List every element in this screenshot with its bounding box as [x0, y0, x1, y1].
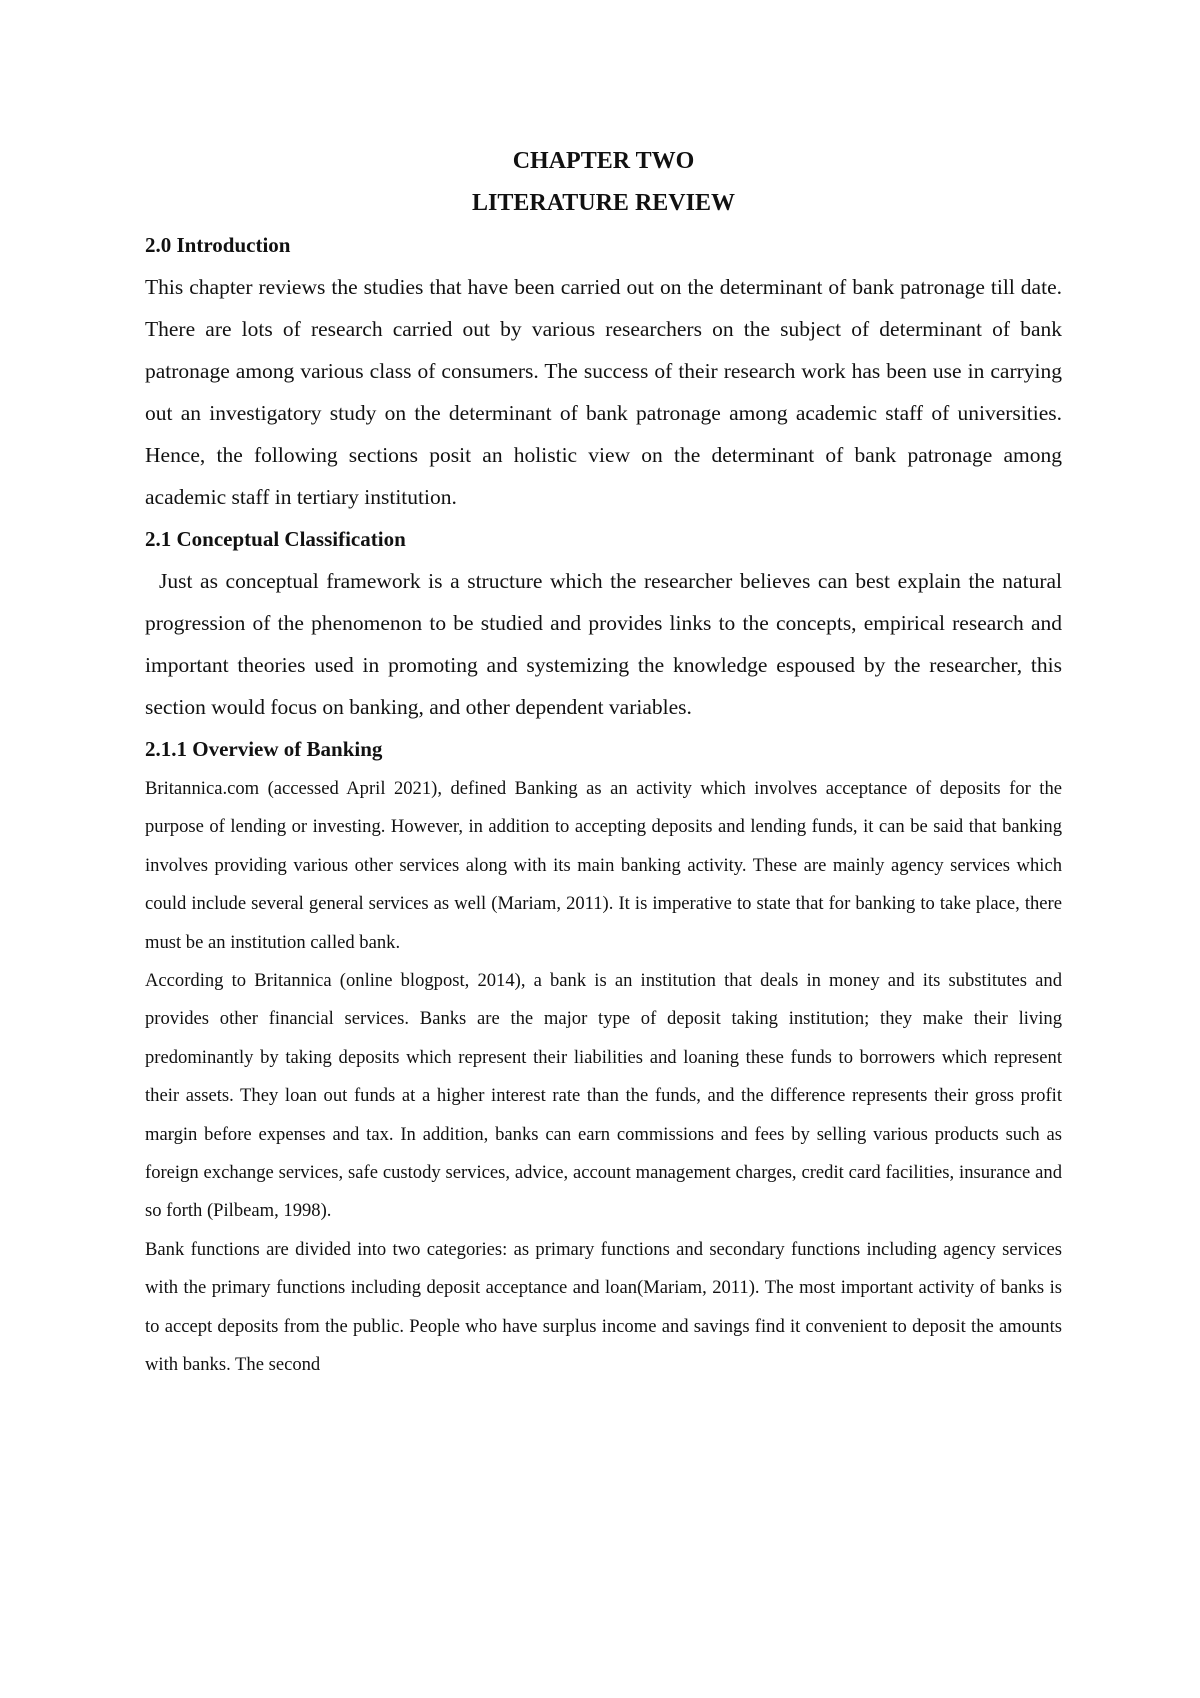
- paragraph: According to Britannica (online blogpost, 2014), a bank is an institution that deals in money and its substitutes and provides other financial services. Banks are the major type of deposit taking institution; they make their living predominantly by taking deposits which represent their liabilities and loaning these funds to borrowers which represent their assets. They loan out funds at a higher interest rate than the funds, and the difference represents their gross profit margin before expenses and tax. In addition, banks can earn commissions and fees by selling various products such as foreign exchange services, safe custody services, advice, account management charges, credit card facilities, insurance and so forth (Pilbeam, 1998).: [145, 970, 1062, 1222]
- document-page: [145, 140, 1062, 1385]
- section-heading: 2.0 Introduction: [145, 233, 291, 257]
- paragraph: Just as conceptual framework is a structure which the researcher believes can best explain the natural progression of the phenomenon to be studied and provides links to the concepts, empirical research and important theories used in promoting and systemizing the knowledge espoused by the researcher, this section would focus on banking, and other dependent variables.: [145, 569, 1062, 719]
- section-conceptual-classification: [145, 518, 1062, 728]
- section-heading: 2.1 Conceptual Classification: [145, 527, 406, 551]
- chapter-subtitle: LITERATURE REVIEW: [472, 190, 735, 216]
- section-introduction: [145, 224, 1062, 518]
- paragraph: This chapter reviews the studies that have been carried out on the determinant of bank patronage till date. There are lots of research carried out by various researchers on the subject of determinant of bank patronage among various class of consumers. The success of their research work has been use in carrying out an investigatory study on the determinant of bank patronage among academic staff of universities. Hence, the following sections posit an holistic view on the determinant of bank patronage among academic staff in tertiary institution.: [145, 275, 1062, 509]
- section-overview-of-banking: [145, 728, 1062, 1385]
- paragraph: Bank functions are divided into two categories: as primary functions and secondary functions including agency services with the primary functions including deposit acceptance and loan(Mariam, 2011). The most important activity of banks is to accept deposits from the public. People who have surplus income and savings find it convenient to deposit the amounts with banks. The second: [145, 1238, 1062, 1376]
- paragraph: Britannica.com (accessed April 2021), defined Banking as an activity which involves acceptance of deposits for the purpose of lending or investing. However, in addition to accepting deposits and lending funds, it can be said that banking involves providing various other services along with its main banking activity. These are mainly agency services which could include several general services as well (Mariam, 2011). It is imperative to state that for banking to take place, there must be an institution called bank.: [145, 778, 1062, 953]
- chapter-title: CHAPTER TWO: [512, 148, 695, 174]
- section-heading: 2.1.1 Overview of Banking: [145, 737, 383, 761]
